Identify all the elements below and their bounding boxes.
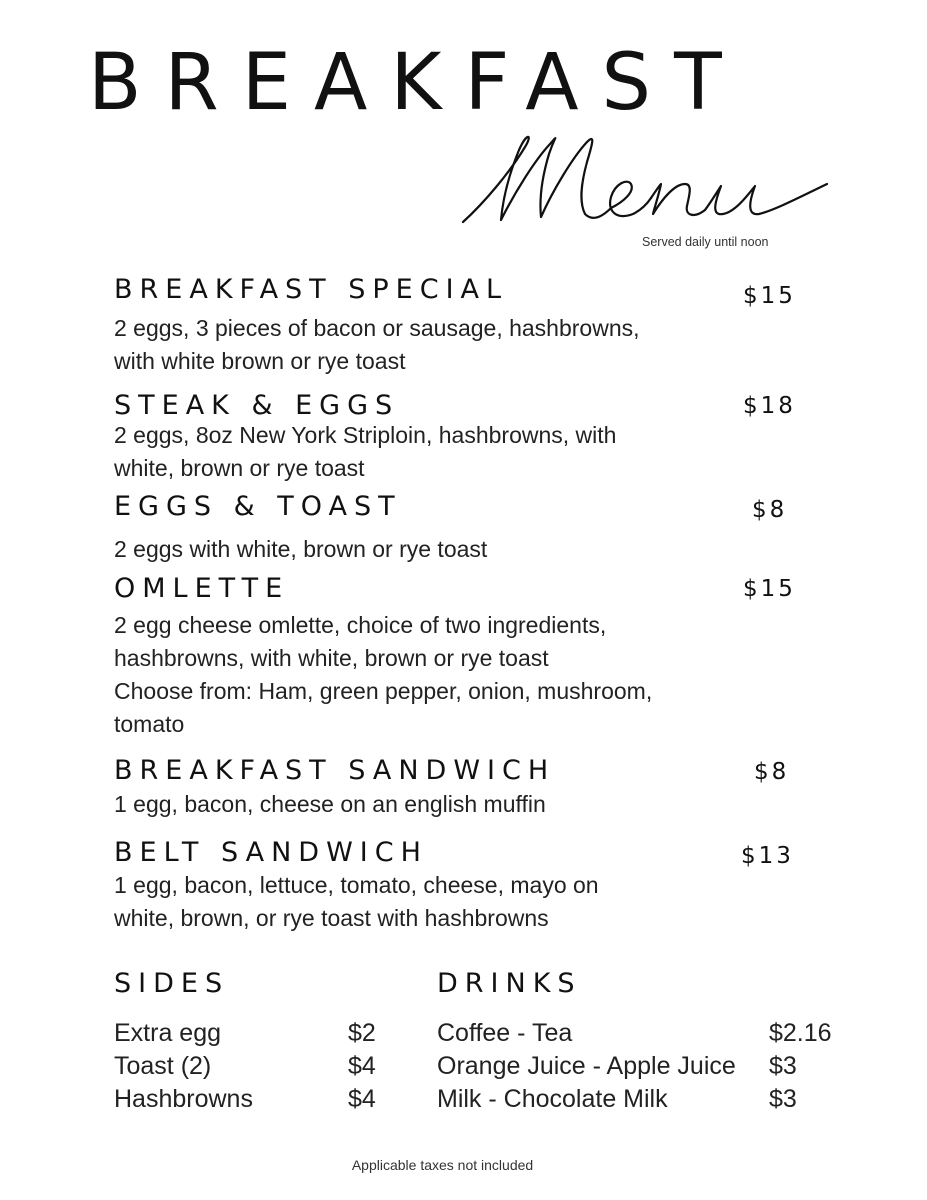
- item-desc-line: tomato: [114, 711, 185, 737]
- item-desc-line: white, brown, or rye toast with hashbrowns: [114, 905, 549, 931]
- item-desc-line: 1 egg, bacon, lettuce, tomato, cheese, mayo on: [114, 872, 599, 898]
- drink-name: Milk - Chocolate Milk: [437, 1085, 668, 1113]
- item-price-steak-eggs: $18: [743, 393, 796, 419]
- item-desc-line: 2 eggs with white, brown or rye toast: [114, 536, 488, 562]
- item-price-belt-sandwich: $13: [741, 843, 794, 869]
- item-desc-line: 2 eggs, 3 pieces of bacon or sausage, hashbrowns,: [114, 315, 640, 341]
- sides-title: SIDES: [114, 968, 230, 999]
- drinks-title: DRINKS: [437, 968, 582, 999]
- item-desc-line: white, brown or rye toast: [114, 455, 365, 481]
- item-desc-line: with white brown or rye toast: [114, 348, 406, 374]
- item-title-breakfast-sandwich: BREAKFAST SANDWICH: [114, 755, 556, 786]
- item-title-breakfast-special: BREAKFAST SPECIAL: [114, 274, 509, 305]
- item-price-breakfast-sandwich: $8: [754, 759, 790, 785]
- item-price-eggs-toast: $8: [752, 497, 788, 523]
- menu-script-title: [455, 122, 835, 240]
- item-desc-line: 2 egg cheese omlette, choice of two ingredients,: [114, 612, 607, 638]
- item-title-omlette: OMLETTE: [114, 573, 290, 604]
- item-price-omlette: $15: [743, 576, 796, 602]
- side-price: $4: [348, 1052, 376, 1080]
- side-name: Extra egg: [114, 1019, 222, 1047]
- drink-price: $3: [769, 1085, 797, 1113]
- side-name: Toast (2): [114, 1052, 212, 1080]
- drink-price: $3: [769, 1052, 797, 1080]
- drink-name: Coffee - Tea: [437, 1019, 573, 1047]
- footer-note: Applicable taxes not included: [351, 1157, 534, 1173]
- side-price: $4: [348, 1085, 376, 1113]
- item-title-eggs-toast: EGGS & TOAST: [114, 491, 402, 522]
- item-title-steak-eggs: STEAK & EGGS: [114, 390, 400, 421]
- item-price-breakfast-special: $15: [743, 283, 796, 309]
- served-note: Served daily until noon: [642, 235, 769, 249]
- side-price: $2: [348, 1019, 376, 1047]
- item-desc-line: 1 egg, bacon, cheese on an english muffin: [114, 791, 546, 817]
- item-desc-line: Choose from: Ham, green pepper, onion, mushroom,: [114, 678, 653, 704]
- item-desc-line: hashbrowns, with white, brown or rye toast: [114, 645, 549, 671]
- side-name: Hashbrowns: [114, 1085, 253, 1113]
- drink-price: $2.16: [769, 1019, 832, 1047]
- item-desc-line: 2 eggs, 8oz New York Striploin, hashbrowns, with: [114, 422, 617, 448]
- item-title-belt-sandwich: BELT SANDWICH: [114, 837, 428, 868]
- page-title: BREAKFAST: [88, 38, 745, 128]
- drink-name: Orange Juice - Apple Juice: [437, 1052, 736, 1080]
